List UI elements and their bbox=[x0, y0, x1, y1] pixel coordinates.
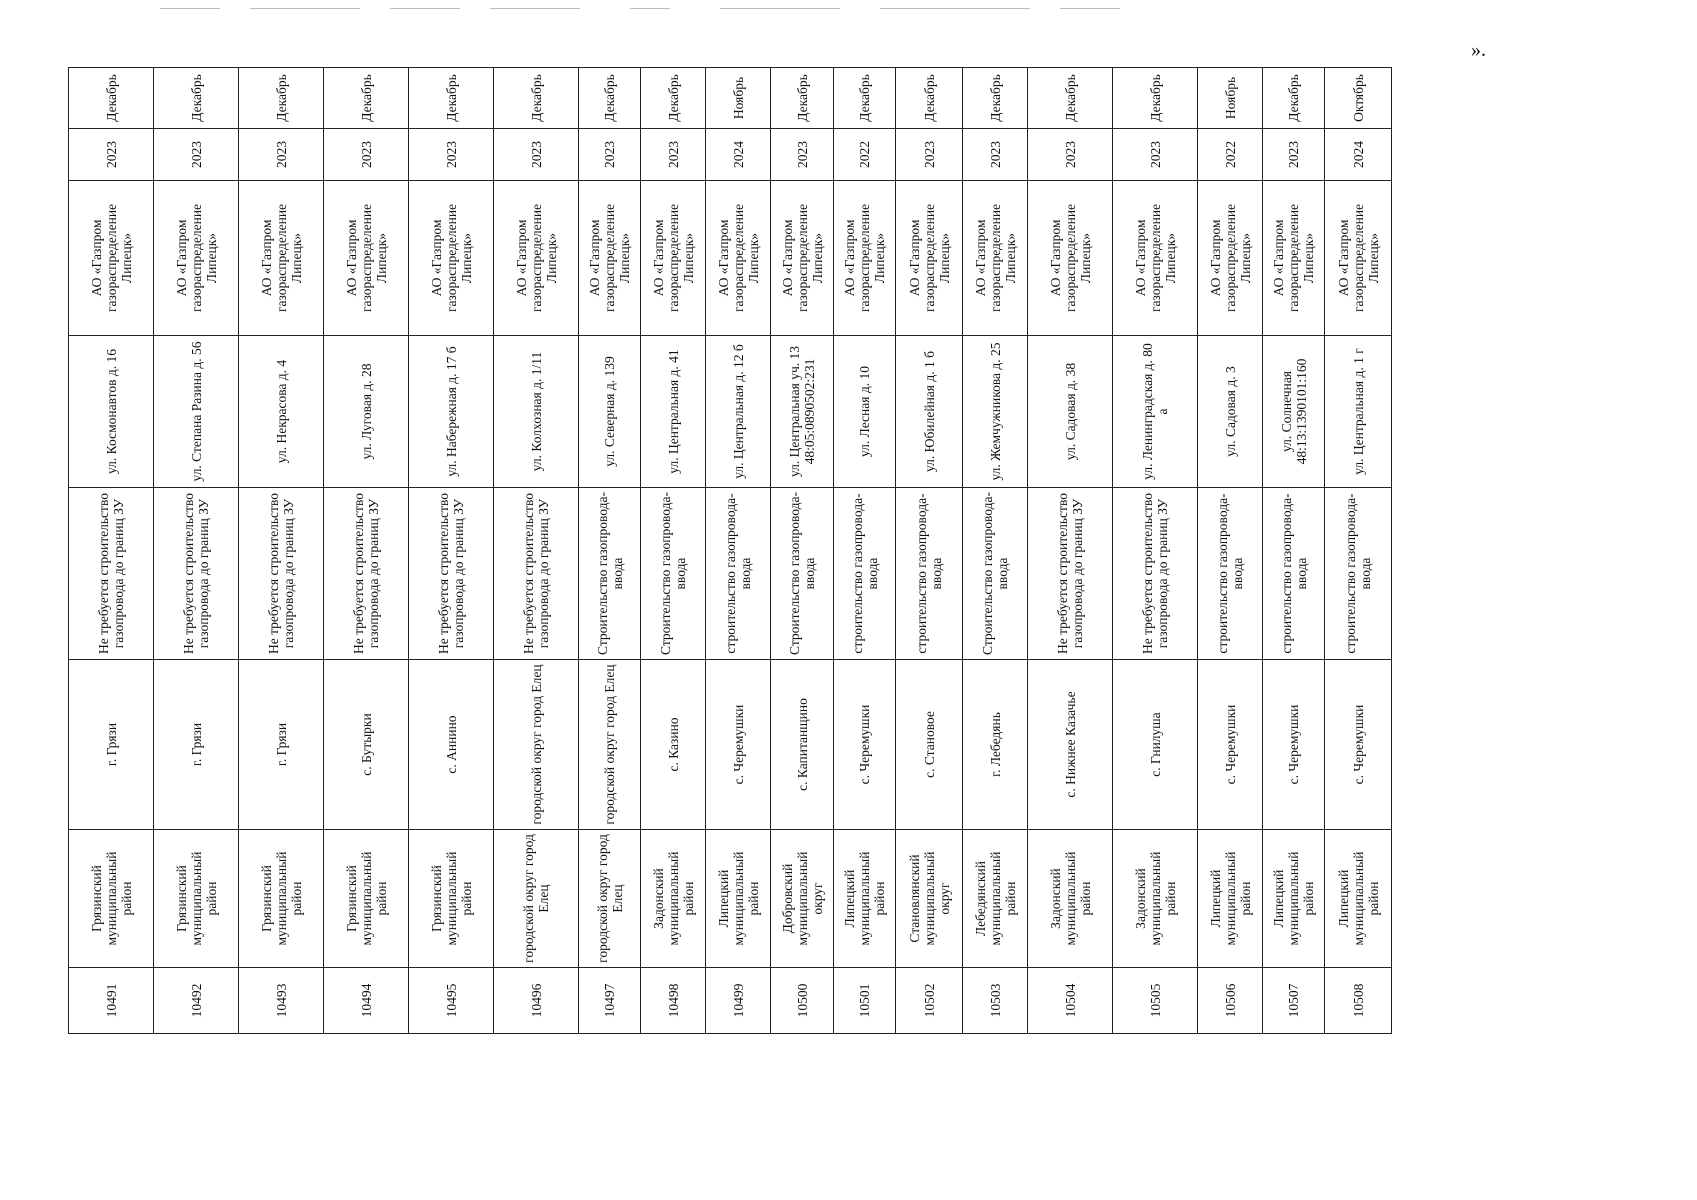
work-type: Строительство газопровода-ввода bbox=[963, 488, 1028, 660]
month: Декабрь bbox=[1263, 68, 1325, 129]
table-row bbox=[409, 68, 494, 1034]
municipal-district: Грязинский муниципальный район bbox=[324, 830, 409, 968]
work-type: Не требуется строительство газопровода до границ ЗУ bbox=[1028, 488, 1113, 660]
settlement: с. Черемушки bbox=[706, 660, 771, 830]
work-type: строительство газопровода-ввода bbox=[896, 488, 963, 660]
settlement: с. Аннино bbox=[409, 660, 494, 830]
row-number: 10491 bbox=[69, 968, 154, 1034]
organization: АО «Газпром газораспределение Липецк» bbox=[1028, 181, 1113, 336]
municipal-district: Добровский муниципальный округ bbox=[771, 830, 834, 968]
municipal-district: городской округ город Елец bbox=[494, 830, 579, 968]
year: 2024 bbox=[706, 129, 771, 181]
address: ул. Садовая д. 38 bbox=[1028, 336, 1113, 488]
row-number: 10501 bbox=[834, 968, 896, 1034]
scan-noise-marks bbox=[160, 8, 1160, 14]
organization: АО «Газпром газораспределение Липецк» bbox=[579, 181, 641, 336]
address: ул. Луговая д. 28 bbox=[324, 336, 409, 488]
settlement: г. Грязи bbox=[239, 660, 324, 830]
year: 2023 bbox=[69, 129, 154, 181]
organization: АО «Газпром газораспределение Липецк» bbox=[1113, 181, 1198, 336]
row-number: 10508 bbox=[1325, 968, 1392, 1034]
work-type: Не требуется строительство газопровода до границ ЗУ bbox=[324, 488, 409, 660]
work-type: Строительство газопровода-ввода bbox=[771, 488, 834, 660]
municipal-district: городской округ город Елец bbox=[579, 830, 641, 968]
address: ул. Центральная д. 1 г bbox=[1325, 336, 1392, 488]
organization: АО «Газпром газораспределение Липецк» bbox=[239, 181, 324, 336]
municipal-district: Грязинский муниципальный район bbox=[409, 830, 494, 968]
organization: АО «Газпром газораспределение Липецк» bbox=[69, 181, 154, 336]
settlement: с. Бутырки bbox=[324, 660, 409, 830]
table-row bbox=[579, 68, 641, 1034]
address: ул. Центральная д. 41 bbox=[641, 336, 706, 488]
organization: АО «Газпром газораспределение Липецк» bbox=[1263, 181, 1325, 336]
row-number: 10492 bbox=[154, 968, 239, 1034]
municipal-district: Липецкий муниципальный район bbox=[706, 830, 771, 968]
municipal-district: Задонский муниципальный район bbox=[1113, 830, 1198, 968]
month: Декабрь bbox=[239, 68, 324, 129]
address: ул. Некрасова д. 4 bbox=[239, 336, 324, 488]
address: ул. Степана Разина д. 56 bbox=[154, 336, 239, 488]
municipal-district: Липецкий муниципальный район bbox=[1325, 830, 1392, 968]
work-type: Не требуется строительство газопровода до границ ЗУ bbox=[154, 488, 239, 660]
month: Декабрь bbox=[69, 68, 154, 129]
table-row bbox=[494, 68, 579, 1034]
table-row bbox=[963, 68, 1028, 1034]
work-type: Не требуется строительство газопровода до границ ЗУ bbox=[409, 488, 494, 660]
table-row bbox=[1028, 68, 1113, 1034]
month: Ноябрь bbox=[1198, 68, 1263, 129]
row-number: 10498 bbox=[641, 968, 706, 1034]
settlement: с. Нижнее Казачье bbox=[1028, 660, 1113, 830]
year: 2023 bbox=[963, 129, 1028, 181]
table-row bbox=[239, 68, 324, 1034]
table-row bbox=[1113, 68, 1198, 1034]
month: Октябрь bbox=[1325, 68, 1392, 129]
work-type: Не требуется строительство газопровода до границ ЗУ bbox=[239, 488, 324, 660]
organization: АО «Газпром газораспределение Липецк» bbox=[409, 181, 494, 336]
year: 2023 bbox=[409, 129, 494, 181]
footnote-mark: ». bbox=[1471, 39, 1486, 61]
settlement: с. Становое bbox=[896, 660, 963, 830]
settlement: г. Лебедянь bbox=[963, 660, 1028, 830]
year: 2022 bbox=[834, 129, 896, 181]
row-number: 10504 bbox=[1028, 968, 1113, 1034]
month: Декабрь bbox=[154, 68, 239, 129]
address: ул. Солнечная 48:13:1390101:160 bbox=[1263, 336, 1325, 488]
year: 2023 bbox=[641, 129, 706, 181]
settlement: городской округ город Елец bbox=[579, 660, 641, 830]
settlement: с. Гнилуша bbox=[1113, 660, 1198, 830]
settlement: с. Черемушки bbox=[1325, 660, 1392, 830]
organization: АО «Газпром газораспределение Липецк» bbox=[1198, 181, 1263, 336]
year: 2023 bbox=[239, 129, 324, 181]
year: 2023 bbox=[896, 129, 963, 181]
row-number: 10497 bbox=[579, 968, 641, 1034]
year: 2023 bbox=[494, 129, 579, 181]
month: Декабрь bbox=[834, 68, 896, 129]
row-number: 10495 bbox=[409, 968, 494, 1034]
gasification-schedule-table bbox=[68, 67, 1392, 1034]
month: Декабрь bbox=[409, 68, 494, 129]
municipal-district: Задонский муниципальный район bbox=[1028, 830, 1113, 968]
work-type: строительство газопровода-ввода bbox=[834, 488, 896, 660]
work-type: Строительство газопровода-ввода bbox=[641, 488, 706, 660]
row-number: 10507 bbox=[1263, 968, 1325, 1034]
work-type: строительство газопровода-ввода bbox=[706, 488, 771, 660]
month: Декабрь bbox=[641, 68, 706, 129]
settlement: с. Черемушки bbox=[1263, 660, 1325, 830]
row-number: 10506 bbox=[1198, 968, 1263, 1034]
address: ул. Садовая д. 3 bbox=[1198, 336, 1263, 488]
month: Декабрь bbox=[1028, 68, 1113, 129]
work-type: Не требуется строительство газопровода до границ ЗУ bbox=[69, 488, 154, 660]
year: 2024 bbox=[1325, 129, 1392, 181]
month: Декабрь bbox=[579, 68, 641, 129]
municipal-district: Липецкий муниципальный район bbox=[834, 830, 896, 968]
table-row bbox=[834, 68, 896, 1034]
row-number: 10493 bbox=[239, 968, 324, 1034]
year: 2023 bbox=[154, 129, 239, 181]
table-row bbox=[1263, 68, 1325, 1034]
address: ул. Ленинградская д. 80 а bbox=[1113, 336, 1198, 488]
table-row bbox=[706, 68, 771, 1034]
month: Декабрь bbox=[1113, 68, 1198, 129]
municipal-district: Лебедянский муниципальный район bbox=[963, 830, 1028, 968]
row-number: 10500 bbox=[771, 968, 834, 1034]
year: 2023 bbox=[1263, 129, 1325, 181]
settlement: с. Черемушки bbox=[834, 660, 896, 830]
organization: АО «Газпром газораспределение Липецк» bbox=[834, 181, 896, 336]
month: Декабрь bbox=[896, 68, 963, 129]
organization: АО «Газпром газораспределение Липецк» bbox=[706, 181, 771, 336]
organization: АО «Газпром газораспределение Липецк» bbox=[963, 181, 1028, 336]
row-number: 10496 bbox=[494, 968, 579, 1034]
organization: АО «Газпром газораспределение Липецк» bbox=[324, 181, 409, 336]
rotated-page bbox=[68, 68, 1381, 1034]
table-row bbox=[1325, 68, 1392, 1034]
row-number: 10494 bbox=[324, 968, 409, 1034]
address: ул. Космонавтов д. 16 bbox=[69, 336, 154, 488]
month: Декабрь bbox=[963, 68, 1028, 129]
table-row bbox=[641, 68, 706, 1034]
settlement: городской округ город Елец bbox=[494, 660, 579, 830]
settlement: г. Грязи bbox=[154, 660, 239, 830]
table-row bbox=[69, 68, 154, 1034]
municipal-district: Становлянский муниципальный округ bbox=[896, 830, 963, 968]
work-type: Строительство газопровода-ввода bbox=[579, 488, 641, 660]
settlement: г. Грязи bbox=[69, 660, 154, 830]
table-row bbox=[771, 68, 834, 1034]
organization: АО «Газпром газораспределение Липецк» bbox=[641, 181, 706, 336]
month: Декабрь bbox=[494, 68, 579, 129]
work-type: строительство газопровода-ввода bbox=[1263, 488, 1325, 660]
table-row bbox=[896, 68, 963, 1034]
settlement: с. Капитанщино bbox=[771, 660, 834, 830]
month: Декабрь bbox=[324, 68, 409, 129]
year: 2023 bbox=[1113, 129, 1198, 181]
month: Декабрь bbox=[771, 68, 834, 129]
row-number: 10502 bbox=[896, 968, 963, 1034]
table-row bbox=[324, 68, 409, 1034]
municipal-district: Грязинский муниципальный район bbox=[69, 830, 154, 968]
row-number: 10499 bbox=[706, 968, 771, 1034]
row-number: 10503 bbox=[963, 968, 1028, 1034]
table-row bbox=[154, 68, 239, 1034]
year: 2023 bbox=[324, 129, 409, 181]
month: Ноябрь bbox=[706, 68, 771, 129]
organization: АО «Газпром газораспределение Липецк» bbox=[771, 181, 834, 336]
municipal-district: Липецкий муниципальный район bbox=[1198, 830, 1263, 968]
organization: АО «Газпром газораспределение Липецк» bbox=[154, 181, 239, 336]
municipal-district: Задонский муниципальный район bbox=[641, 830, 706, 968]
municipal-district: Липецкий муниципальный район bbox=[1263, 830, 1325, 968]
municipal-district: Грязинский муниципальный район bbox=[154, 830, 239, 968]
address: ул. Юбилейная д. 1 б bbox=[896, 336, 963, 488]
year: 2023 bbox=[1028, 129, 1113, 181]
year: 2023 bbox=[771, 129, 834, 181]
address: ул. Жемчужникова д. 25 bbox=[963, 336, 1028, 488]
municipal-district: Грязинский муниципальный район bbox=[239, 830, 324, 968]
address: ул. Северная д. 139 bbox=[579, 336, 641, 488]
work-type: строительство газопровода-ввода bbox=[1198, 488, 1263, 660]
address: ул. Центральная уч. 13 48:05:0890502:231 bbox=[771, 336, 834, 488]
table-row bbox=[1198, 68, 1263, 1034]
year: 2022 bbox=[1198, 129, 1263, 181]
address: ул. Центральная д. 12 б bbox=[706, 336, 771, 488]
address: ул. Колхозная д. 1/11 bbox=[494, 336, 579, 488]
settlement: с. Черемушки bbox=[1198, 660, 1263, 830]
year: 2023 bbox=[579, 129, 641, 181]
address: ул. Набережная д. 17 б bbox=[409, 336, 494, 488]
work-type: Не требуется строительство газопровода до границ ЗУ bbox=[494, 488, 579, 660]
work-type: строительство газопровода-ввода bbox=[1325, 488, 1392, 660]
row-number: 10505 bbox=[1113, 968, 1198, 1034]
settlement: с. Казино bbox=[641, 660, 706, 830]
organization: АО «Газпром газораспределение Липецк» bbox=[1325, 181, 1392, 336]
work-type: Не требуется строительство газопровода до границ ЗУ bbox=[1113, 488, 1198, 660]
organization: АО «Газпром газораспределение Липецк» bbox=[494, 181, 579, 336]
address: ул. Лесная д. 10 bbox=[834, 336, 896, 488]
organization: АО «Газпром газораспределение Липецк» bbox=[896, 181, 963, 336]
